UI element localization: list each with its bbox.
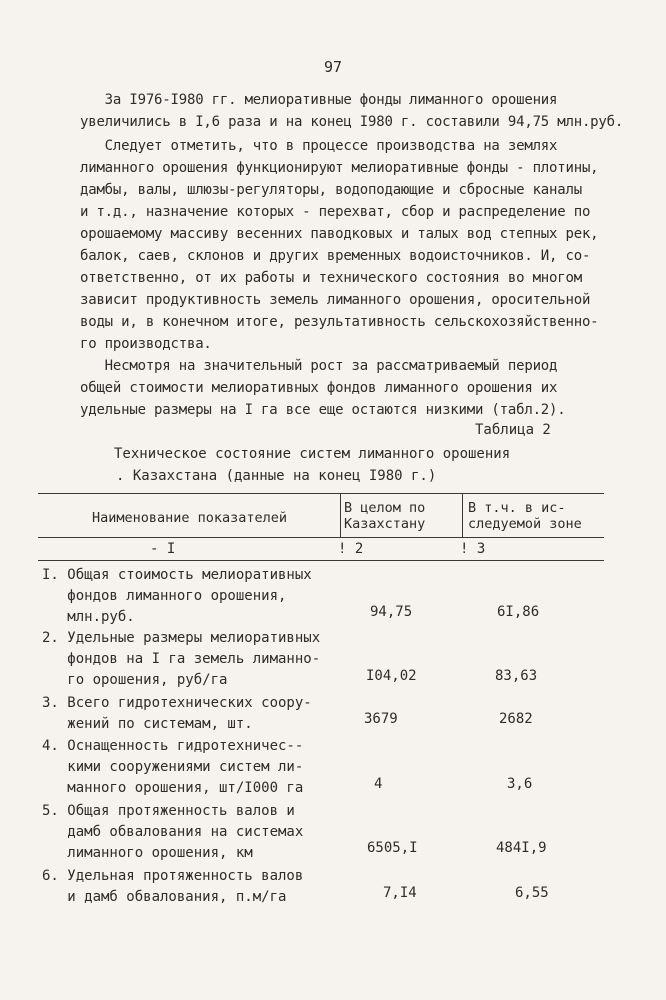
text-line: ответственно, от их работы и технического состояния во многом bbox=[80, 270, 582, 286]
table-col-divider bbox=[462, 493, 463, 537]
table-rule-header bbox=[38, 537, 604, 538]
row-label: 3. Всего гидротехнических соору- жений по системам, шт. bbox=[42, 695, 312, 732]
value-kazakhstan: 4 bbox=[374, 776, 383, 792]
value-study-zone: 484I,9 bbox=[496, 840, 547, 856]
table-title-line-2: . Казахстана (данные на конец I980 г.) bbox=[116, 468, 437, 484]
text-line: удельные размеры на I га все еще остаются низкими (табл.2). bbox=[80, 402, 566, 418]
table-label: Таблица 2 bbox=[475, 422, 551, 438]
page-number: 97 bbox=[323, 58, 343, 76]
value-study-zone: 83,63 bbox=[495, 668, 538, 684]
index-col-2: ! 2 bbox=[338, 541, 364, 557]
value-kazakhstan: 94,75 bbox=[370, 604, 413, 620]
value-kazakhstan: 7,I4 bbox=[383, 885, 417, 901]
table-rule-top bbox=[38, 493, 604, 494]
value-study-zone: 2682 bbox=[499, 711, 533, 727]
text-line: Несмотря на значительный рост за рассматриваемый период bbox=[80, 358, 558, 374]
header-study-zone: В т.ч. в ис- следуемой зоне bbox=[468, 500, 582, 532]
text-line: Следует отметить, что в процессе производства на землях bbox=[80, 138, 558, 154]
text-line: воды и, в конечном итоге, результативность сельскохозяйственно- bbox=[80, 314, 599, 330]
row-label: 6. Удельная протяженность валов и дамб обвалования, п.м/га bbox=[42, 868, 304, 905]
row-label: 2. Удельные размеры мелиоративных фондов на I га земель лиманно- го орошения, руб/га bbox=[42, 630, 321, 688]
text-line: дамбы, валы, шлюзы-регуляторы, водоподающие и сбросные каналы bbox=[80, 182, 582, 198]
row-label: I. Общая стоимость мелиоративных фондов лиманного орошения, млн.руб. bbox=[42, 567, 312, 625]
text-line: балок, саев, склонов и других временных водоисточников. И, со- bbox=[80, 248, 591, 264]
text-line: общей стоимости мелиоративных фондов лиманного орошения их bbox=[80, 380, 558, 396]
text-line: За I976-I980 гг. мелиоративные фонды лиманного орошения bbox=[80, 92, 558, 108]
value-study-zone: 6,55 bbox=[515, 885, 549, 901]
text-line: го производства. bbox=[80, 336, 212, 352]
index-col-3: ! 3 bbox=[460, 541, 486, 557]
table-col-divider bbox=[340, 493, 341, 537]
row-label: 4. Оснащенность гидротехничес-- кими сооружениями систем ли- манного орошения, шт/I000 га bbox=[42, 738, 304, 796]
table-rule-index bbox=[38, 560, 604, 561]
value-kazakhstan: 6505,I bbox=[367, 840, 418, 856]
value-study-zone: 3,6 bbox=[507, 776, 533, 792]
header-indicator-name: Наименование показателей bbox=[92, 510, 288, 526]
header-kazakhstan-total: В целом по Казахстану bbox=[344, 500, 426, 532]
value-study-zone: 6I,86 bbox=[497, 604, 540, 620]
value-kazakhstan: 3679 bbox=[364, 711, 398, 727]
index-col-1: - I bbox=[150, 541, 176, 557]
text-line: лиманного орошения функционируют мелиоративные фонды - плотины, bbox=[80, 160, 599, 176]
text-line: орошаемому массиву весенних паводковых и талых вод степных рек, bbox=[80, 226, 599, 242]
value-kazakhstan: I04,02 bbox=[366, 668, 417, 684]
text-line: увеличились в I,6 раза и на конец I980 г. составили 94,75 млн.руб. bbox=[80, 114, 624, 130]
text-line: зависит продуктивность земель лиманного орошения, оросительной bbox=[80, 292, 591, 308]
table-title-line-1: Техническое состояние систем лиманного орошения bbox=[114, 446, 511, 462]
text-line: и т.д., назначение которых - перехват, сбор и распределение по bbox=[80, 204, 591, 220]
row-label: 5. Общая протяженность валов и дамб обвалования на системах лиманного орошения, км bbox=[42, 803, 304, 861]
